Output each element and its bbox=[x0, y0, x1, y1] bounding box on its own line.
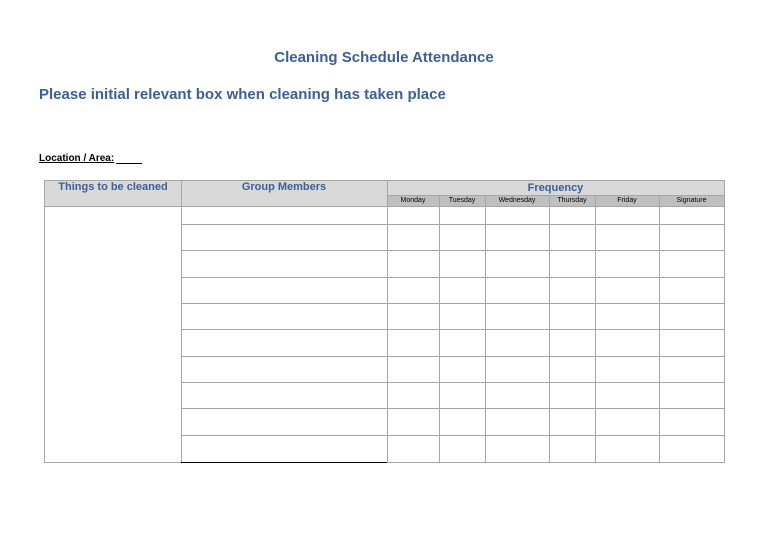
header-members: Group Members bbox=[181, 180, 387, 206]
location-field bbox=[39, 153, 142, 164]
day-friday: Friday bbox=[595, 195, 659, 206]
header-things: Things to be cleaned bbox=[45, 180, 181, 206]
day-wednesday: Wednesday bbox=[485, 195, 549, 206]
row-line bbox=[181, 408, 725, 409]
table-left-border bbox=[44, 180, 45, 463]
row-line bbox=[181, 277, 725, 278]
row-line bbox=[181, 356, 725, 357]
row-line bbox=[181, 329, 725, 330]
row-line bbox=[181, 303, 725, 304]
day-monday: Monday bbox=[387, 195, 439, 206]
row-line bbox=[181, 382, 725, 383]
header-frequency: Frequency bbox=[387, 180, 724, 195]
freq-header-divider bbox=[387, 195, 724, 196]
col-divider-members bbox=[181, 180, 182, 463]
row-line bbox=[181, 435, 725, 436]
row-line bbox=[181, 224, 725, 225]
table-right-border bbox=[724, 180, 725, 463]
page-title: Cleaning Schedule Attendance bbox=[274, 49, 494, 66]
location-label: Location / Area: bbox=[39, 153, 115, 164]
row-line bbox=[181, 250, 725, 251]
location-blank[interactable] bbox=[116, 153, 142, 164]
day-tuesday: Tuesday bbox=[439, 195, 485, 206]
instruction-text: Please initial relevant box when cleaning has taken place bbox=[39, 86, 446, 103]
header-bottom-border bbox=[45, 206, 725, 207]
table-top-border bbox=[45, 180, 725, 181]
members-bottom-border bbox=[181, 462, 387, 463]
day-thursday: Thursday bbox=[549, 195, 595, 206]
day-signature: Signature bbox=[659, 195, 724, 206]
col-divider-frequency bbox=[387, 180, 388, 463]
